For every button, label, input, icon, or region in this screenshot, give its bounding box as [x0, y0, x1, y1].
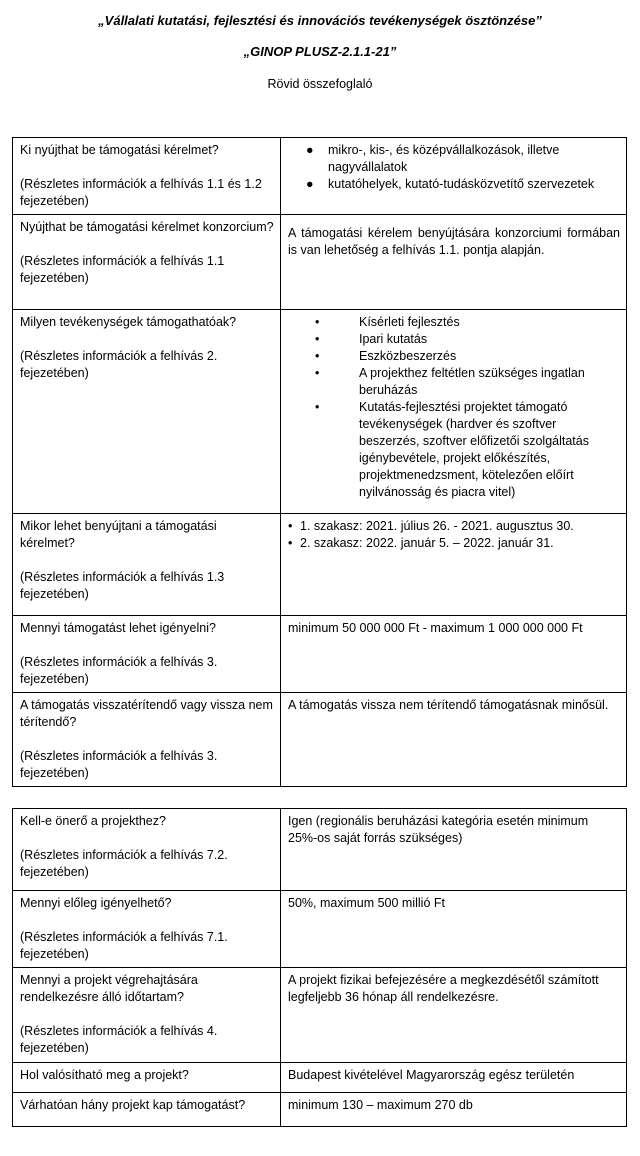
question-text: Mennyi támogatást lehet igényelni?	[20, 621, 216, 635]
bullet-icon: •	[315, 400, 320, 414]
document-subtitle: Rövid összefoglaló	[267, 77, 373, 91]
question-note: (Részletes információk a felhívás 1.1 és 1.2 fejezetében)	[20, 177, 262, 208]
answer-bullet-list	[288, 142, 620, 193]
question-note: (Részletes információk a felhívás 3. fejezetében)	[20, 749, 218, 780]
list-item: ● mikro-, kis-, és középvállalkozások, illetve nagyvállalatok	[306, 143, 560, 174]
answer-cell	[281, 310, 627, 514]
bullet-icon: •	[288, 519, 293, 533]
question-note: (Részletes információk a felhívás 1.1 fejezetében)	[20, 254, 225, 285]
question-text: Mikor lehet benyújtani a támogatási kérelmet?	[20, 519, 217, 550]
answer-cell	[281, 968, 627, 1063]
question-text: Ki nyújthat be támogatási kérelmet?	[20, 143, 219, 157]
answer-bullet-list	[288, 518, 620, 552]
document-title: „Vállalati kutatási, fejlesztési és innovációs tevékenységek ösztönzése”	[98, 13, 542, 28]
answer-text: A támogatás vissza nem térítendő támogatásnak minősül.	[288, 698, 609, 712]
answer-text: A projekt fizikai befejezésére a megkezdésétől számított legfeljebb 36 hónap áll rendelkezésre.	[288, 973, 599, 1004]
list-item: ● kutatóhelyek, kutató-tudásközvetítő szervezetek	[306, 177, 595, 191]
question-cell	[13, 693, 281, 787]
bullet-icon: ●	[306, 177, 314, 191]
question-text: Hol valósítható meg a projekt?	[20, 1068, 189, 1082]
program-code: „GINOP PLUSZ-2.1.1-21”	[243, 44, 397, 59]
bullet-icon: •	[315, 366, 320, 380]
bullet-icon: •	[315, 349, 320, 363]
bullet-icon: •	[315, 332, 320, 346]
question-text: Kell-e önerő a projekthez?	[20, 814, 166, 828]
table-row	[13, 310, 627, 514]
question-text: Mennyi előleg igényelhető?	[20, 896, 172, 910]
table-row	[13, 968, 627, 1063]
answer-text: 50%, maximum 500 millió Ft	[288, 896, 445, 910]
answer-text: minimum 130 – maximum 270 db	[288, 1098, 473, 1112]
question-cell	[13, 514, 281, 616]
table-row	[13, 616, 627, 693]
list-item: • Eszközbeszerzés	[315, 349, 457, 363]
question-cell	[13, 891, 281, 968]
question-note: (Részletes információk a felhívás 7.1. fejezetében)	[20, 930, 228, 961]
list-item: • 1. szakasz: 2021. július 26. - 2021. augusztus 30.	[288, 519, 574, 533]
answer-text: minimum 50 000 000 Ft - maximum 1 000 000 000 Ft	[288, 621, 583, 635]
answer-cell	[281, 1063, 627, 1093]
question-cell	[13, 310, 281, 514]
answer-cell	[281, 215, 627, 310]
question-cell	[13, 1093, 281, 1127]
bullet-icon: •	[288, 536, 293, 550]
table-row	[13, 514, 627, 616]
list-item: • 2. szakasz: 2022. január 5. – 2022. január 31.	[288, 536, 554, 550]
answer-text: Igen (regionális beruházási kategória esetén minimum 25%-os saját forrás szükséges)	[288, 814, 589, 845]
summary-table-part-2	[12, 808, 627, 1127]
list-item: • A projekthez feltétlen szükséges ingatlan beruházás	[315, 366, 585, 397]
list-item: • Kutatás-fejlesztési projektet támogató tevékenységek (hardver és szoftver beszerzés, szoftver előfizetői szolgáltatás igénybevétele, projekt előkészítés, projektmenedzsment, kötelezően előírt nyilvánosság és piacra vitel)	[315, 400, 589, 499]
answer-cell	[281, 514, 627, 616]
table-row	[13, 693, 627, 787]
answer-cell	[281, 1093, 627, 1127]
answer-cell	[281, 809, 627, 891]
question-cell	[13, 968, 281, 1063]
table-row	[13, 809, 627, 891]
question-cell	[13, 215, 281, 310]
table-row	[13, 1063, 627, 1093]
question-cell	[13, 138, 281, 215]
question-cell	[13, 1063, 281, 1093]
answer-cell	[281, 693, 627, 787]
question-text: Várhatóan hány projekt kap támogatást?	[20, 1098, 246, 1112]
question-note: (Részletes információk a felhívás 1.3 fejezetében)	[20, 570, 225, 601]
question-note: (Részletes információk a felhívás 2. fejezetében)	[20, 349, 218, 380]
bullet-icon: ●	[306, 143, 314, 157]
question-cell	[13, 616, 281, 693]
question-note: (Részletes információk a felhívás 3. fejezetében)	[20, 655, 218, 686]
bullet-icon: •	[315, 315, 320, 329]
answer-cell	[281, 616, 627, 693]
question-note: (Részletes információk a felhívás 7.2. fejezetében)	[20, 848, 228, 879]
table-row	[13, 215, 627, 310]
question-cell	[13, 809, 281, 891]
question-text: Milyen tevékenységek támogathatóak?	[20, 315, 237, 329]
table-row	[13, 1093, 627, 1127]
question-text: A támogatás visszatérítendő vagy vissza nem térítendő?	[20, 698, 273, 729]
table-row	[13, 138, 627, 215]
answer-text: Budapest kivételével Magyarország egész területén	[288, 1068, 575, 1082]
answer-cell	[281, 891, 627, 968]
list-item: • Ipari kutatás	[315, 332, 428, 346]
list-item: • Kísérleti fejlesztés	[315, 315, 460, 329]
answer-text: A támogatási kérelem benyújtására konzorciumi formában is van lehetőség a felhívás 1.1. pontja alapján.	[288, 226, 620, 257]
question-note: (Részletes információk a felhívás 4. fejezetében)	[20, 1024, 218, 1055]
summary-table-part-1	[12, 137, 627, 787]
answer-bullet-list	[288, 314, 620, 501]
question-text: Mennyi a projekt végrehajtására rendelkezésre álló időtartam?	[20, 973, 198, 1004]
question-text: Nyújthat be támogatási kérelmet konzorcium?	[20, 220, 274, 234]
table-row	[13, 891, 627, 968]
answer-cell	[281, 138, 627, 215]
